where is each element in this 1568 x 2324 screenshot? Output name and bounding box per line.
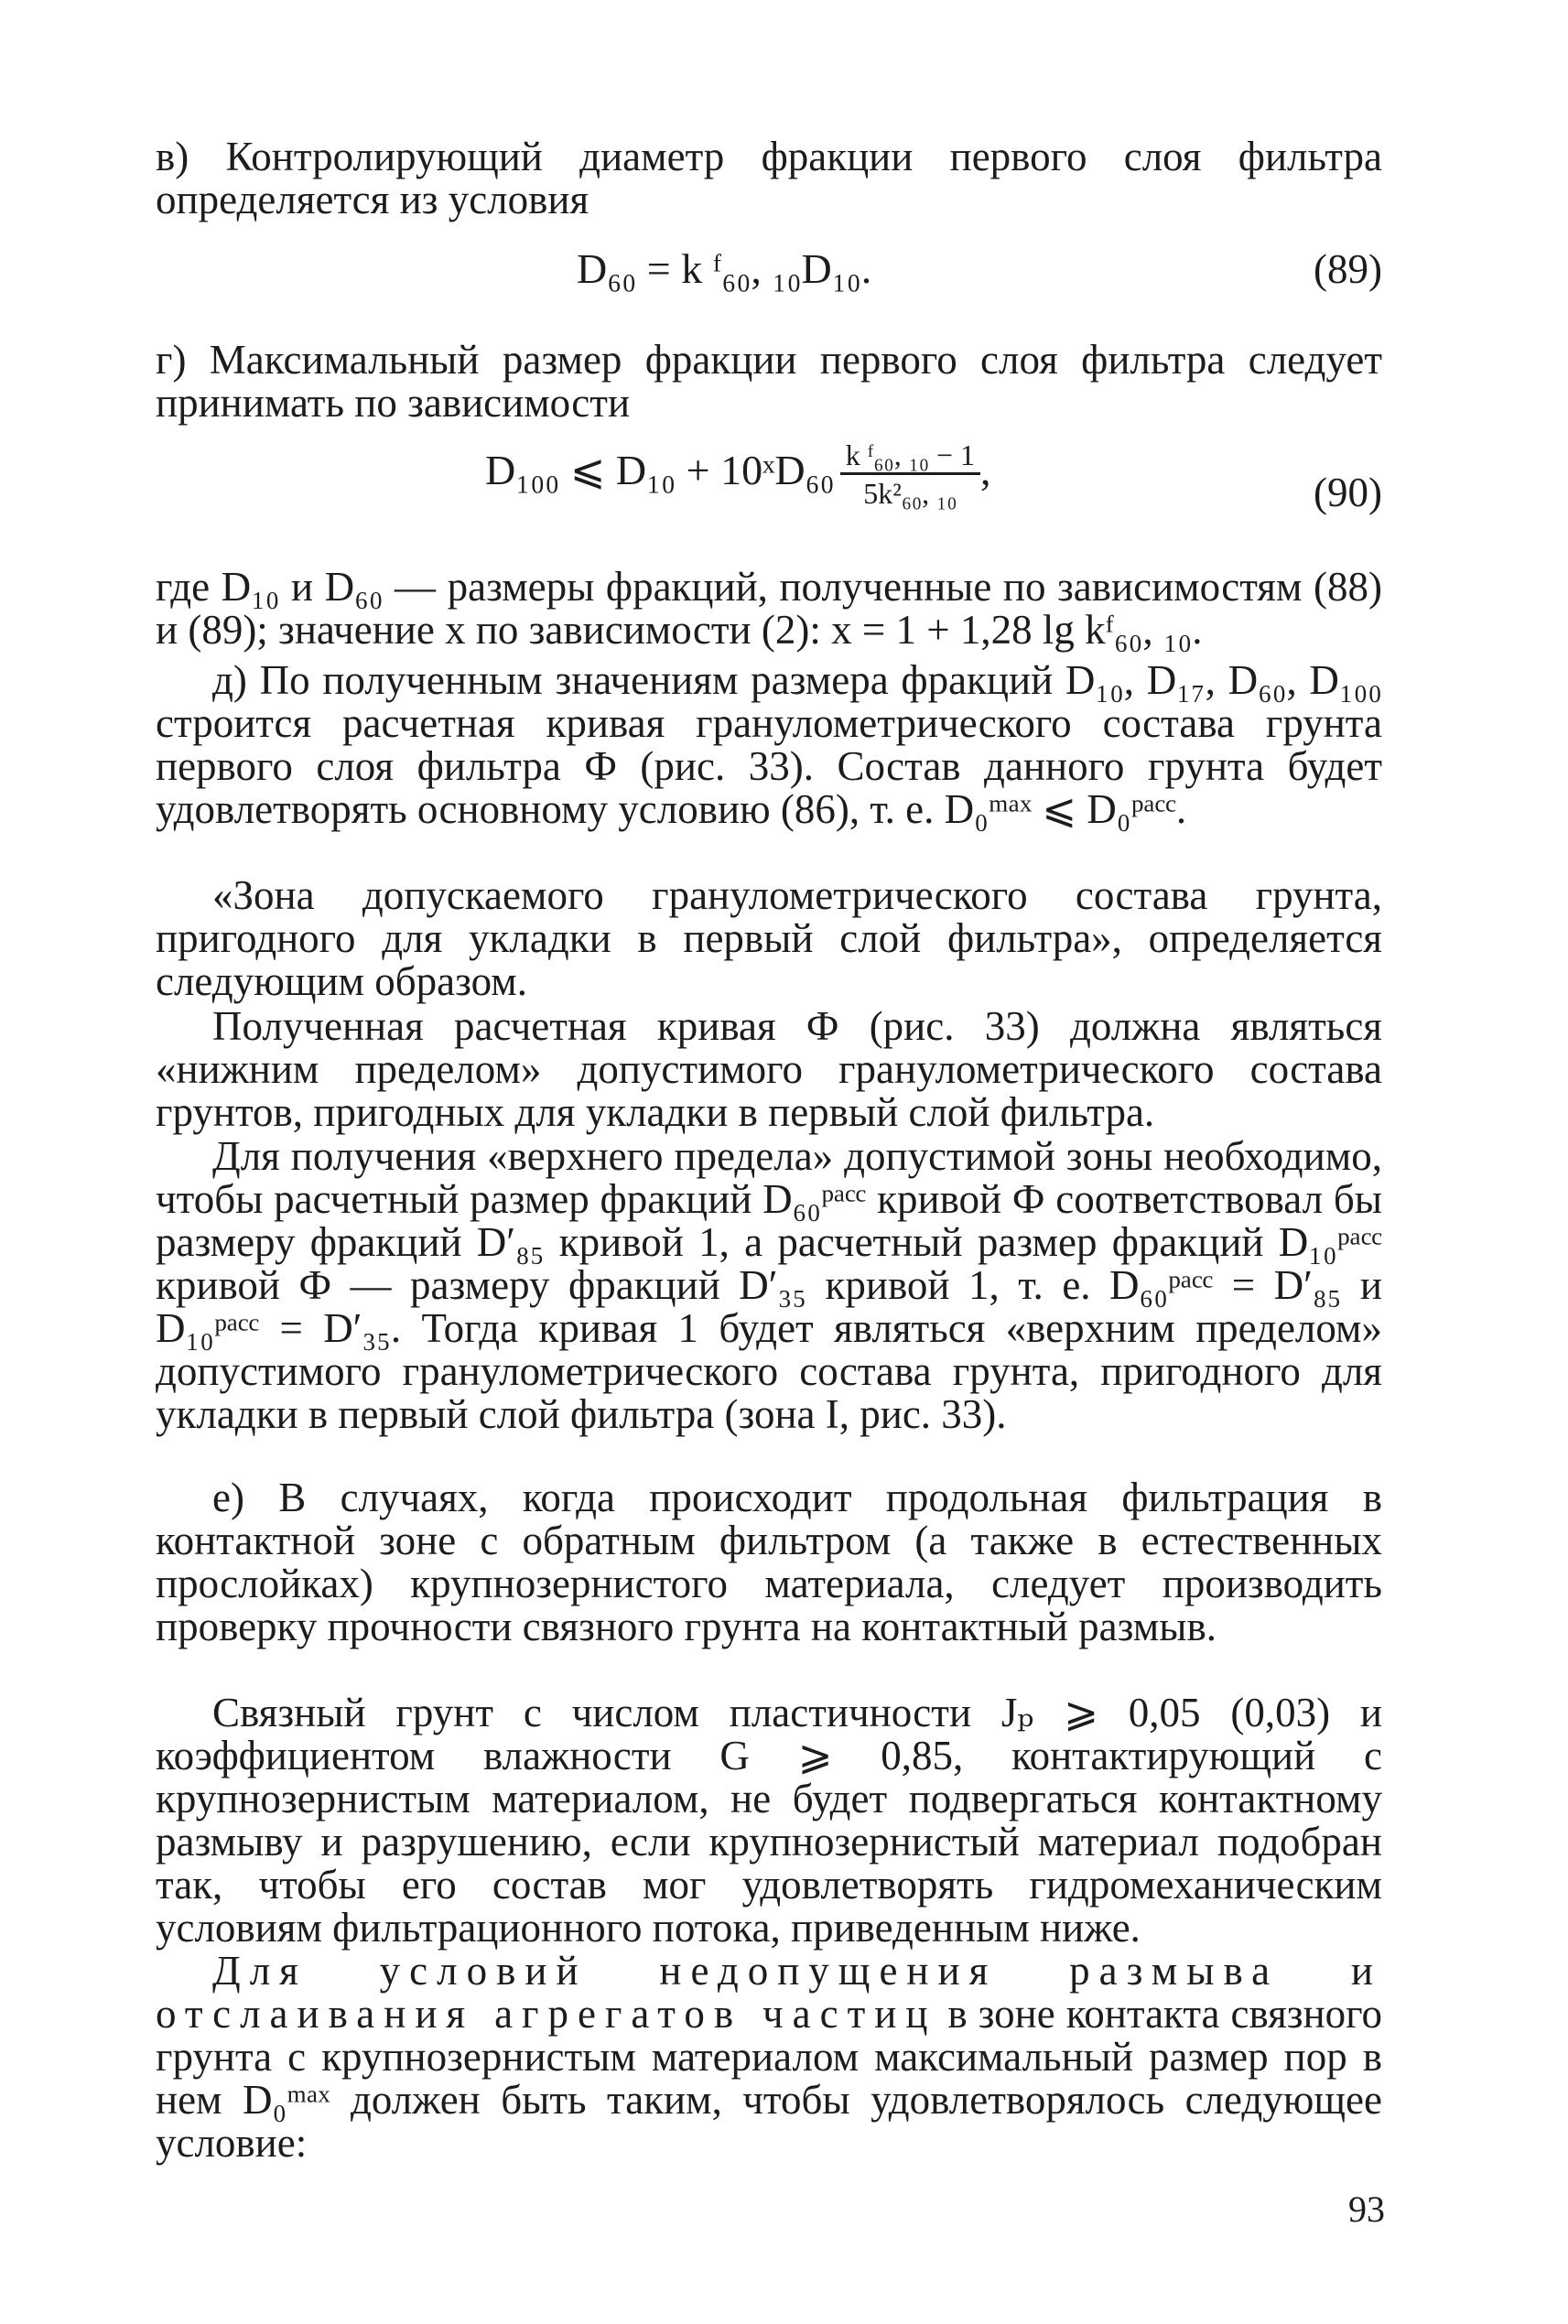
paragraph-last <box>156 1950 1382 2165</box>
formula-89: D₆₀ = k ᶠ₆₀, ₁₀D₁₀. <box>577 245 872 292</box>
paragraph-where: где D₁₀ и D₆₀ — размеры фракций, полученные по зависимостям (88) и (89); значение x по зависимости (2): x = 1 + 1,28 lg kᶠ₆₀, ₁₀. <box>156 564 1382 653</box>
page-number: 93 <box>1348 2189 1385 2230</box>
paragraph-zone: «Зона допускаемого гранулометрического состава грунта, пригодного для укладки в первый слой фильтра», определяется следующим образом. <box>156 872 1382 1004</box>
formula-90 <box>485 438 991 512</box>
equation-number-89: (89) <box>1314 246 1382 292</box>
paragraph-d: д) По полученным значениям размера фракций D₁₀, D₁₇, D₆₀, D₁₀₀ строится расчетная кривая гранулометрического состава грунта первого слоя фильтра Ф (рис. 33). Состав данного грунта будет удовлетворять основному условию (86), т. е. D₀ᵐᵃˣ ⩽ D₀ᵖᵃᶜᶜ. <box>156 657 1382 832</box>
paragraph-e: е) В случаях, когда происходит продольная фильтрация в контактной зоне с обратным фильтром (а также в естественных прослойках) крупнозернистого материала, следует производить проверку прочности связного грунта на контактный размыв. <box>156 1475 1382 1649</box>
formula-90-fraction <box>840 438 980 512</box>
equation-number-90: (90) <box>1314 470 1382 515</box>
paragraph-cohesive: Связный грунт с числом пластичности Jₚ ⩾ 0,05 (0,03) и коэффициентом влажности G ⩾ 0,85, контактирующий с крупнозернистым материалом, не будет подвергаться контактному размыву и разрушению, если крупнозернистый материал подобран так, чтобы его состав мог удовлетворять гидромеханическим условиям фильтрационного потока, приведенным ниже. <box>156 1690 1382 1951</box>
paragraph-g: г) Максимальный размер фракции первого слоя фильтра следует принимать по зависимости <box>156 337 1382 426</box>
paragraph-curve: Полученная расчетная кривая Ф (рис. 33) должна являться «нижним пределом» допустимого гранулометрического состава грунтов, пригодных для укладки в первый слой фильтра. <box>156 1003 1382 1135</box>
formula-90-denominator: 5k²₆₀, ₁₀ <box>863 477 957 510</box>
formula-90-tail: , <box>980 447 991 494</box>
paragraph-v: в) Контролирующий диаметр фракции первого слоя фильтра определяется из условия <box>156 134 1382 222</box>
spaced-emphasis: Для условий недопущения размыва и отслаивания агрегатов частиц <box>156 1948 1382 2037</box>
formula-90-numerator: k ᶠ₆₀, ₁₀ − 1 <box>840 438 980 475</box>
formula-90-lhs: D₁₀₀ ⩽ D₁₀ + 10ˣD₆₀ <box>485 447 835 494</box>
paragraph-last-rest: в зоне контакта связного грунта с крупнозернистым материалом максимальный размер пор в нем D₀ᵐᵃˣ должен быть таким, чтобы удовлетворялось следующее условие: <box>156 1991 1382 2166</box>
paragraph-upper: Для получения «верхнего предела» допустимой зоны необходимо, чтобы расчетный размер фракций D₆₀ᵖᵃᶜᶜ кривой Ф соответствовал бы размеру фракций D′₈₅ кривой 1, а расчетный размер фракций D₁₀ᵖᵃᶜᶜ кривой Ф — размеру фракций D′₃₅ кривой 1, т. е. D₆₀ᵖᵃᶜᶜ = D′₈₅ и D₁₀ᵖᵃᶜᶜ = D′₃₅. Тогда кривая 1 будет являться «верхним пределом» допустимого гранулометрического состава грунта, пригодного для укладки в первый слой фильтра (зона I, рис. 33). <box>156 1133 1382 1437</box>
